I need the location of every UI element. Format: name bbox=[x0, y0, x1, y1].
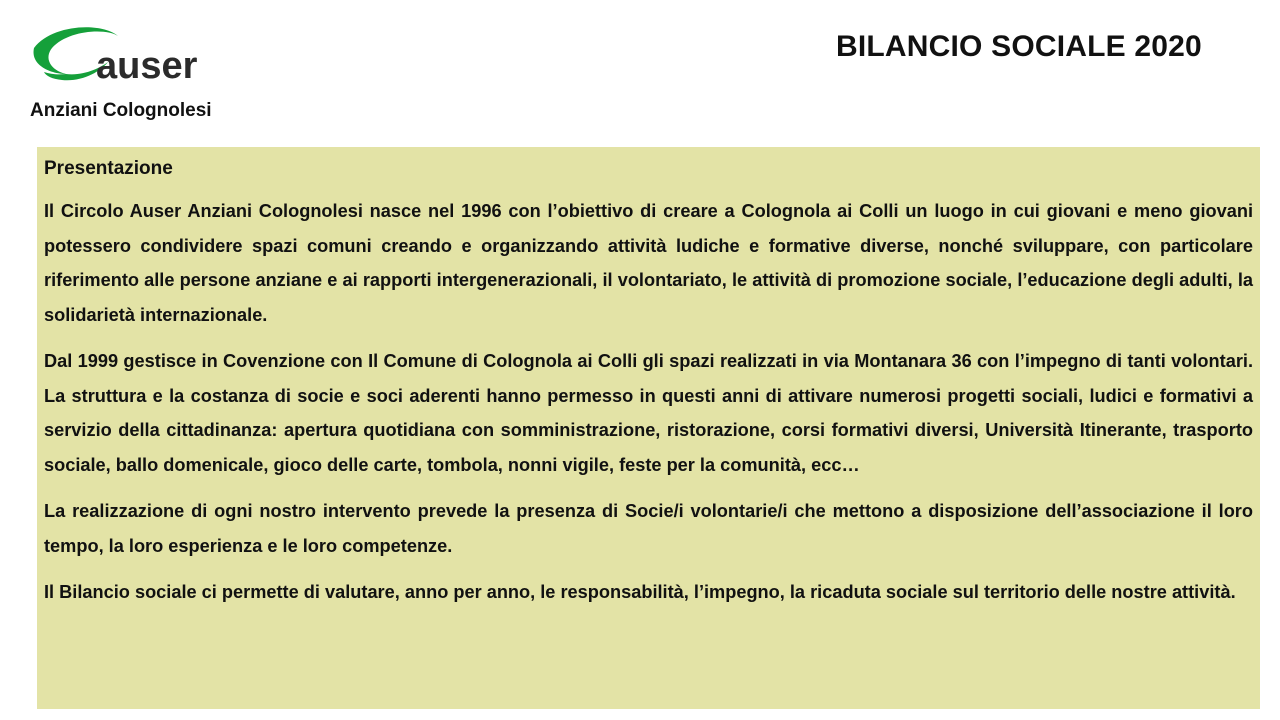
section-heading: Presentazione bbox=[44, 158, 173, 179]
paragraph-social-report: Il Bilancio sociale ci permette di valutare, anno per anno, le responsabilità, l’impegno, la ricaduta sociale sul territorio delle nostre attività. bbox=[44, 582, 1236, 602]
organization-name: Anziani Colognolesi bbox=[30, 100, 212, 121]
paragraph-volunteers: La realizzazione di ogni nostro intervento prevede la presenza di Socie/i volontarie/i che mettono a disposizione dell’associazione il loro tempo, la loro esperienza e le loro competenze. bbox=[44, 501, 1253, 556]
paragraph-founding: Il Circolo Auser Anziani Colognolesi nasce nel 1996 con l’obiettivo di creare a Colognola ai Colli un luogo in cui giovani e meno giovani potessero condividere spazi comuni creando e organizzando attività ludiche e formative diverse, nonché sviluppare, con particolare riferimento alle persone anziane e ai rapporti intergenerazionali, il volontariato, le attività di promozione sociale, l’educazione degli adulti, la solidarietà internazionale. bbox=[44, 201, 1253, 325]
logo-wordmark: auser bbox=[96, 45, 198, 87]
presentation-box bbox=[37, 147, 1260, 709]
page-title: BILANCIO SOCIALE 2020 bbox=[836, 30, 1202, 63]
auser-logo bbox=[22, 18, 222, 90]
auser-swoosh-icon bbox=[22, 18, 222, 90]
paragraph-activities: Dal 1999 gestisce in Covenzione con Il Comune di Colognola ai Colli gli spazi realizzati in via Montanara 36 con l’impegno di tanti volontari. La struttura e la costanza di socie e soci aderenti hanno permesso in questi anni di attivare numerosi progetti sociali, ludici e formativi a servizio della cittadinanza: apertura quotidiana con somministrazione, ristorazione, corsi formativi diversi, Università Itinerante, trasporto sociale, ballo domenicale, gioco delle carte, tombola, nonni vigile, feste per la comunità, ecc… bbox=[44, 351, 1253, 475]
